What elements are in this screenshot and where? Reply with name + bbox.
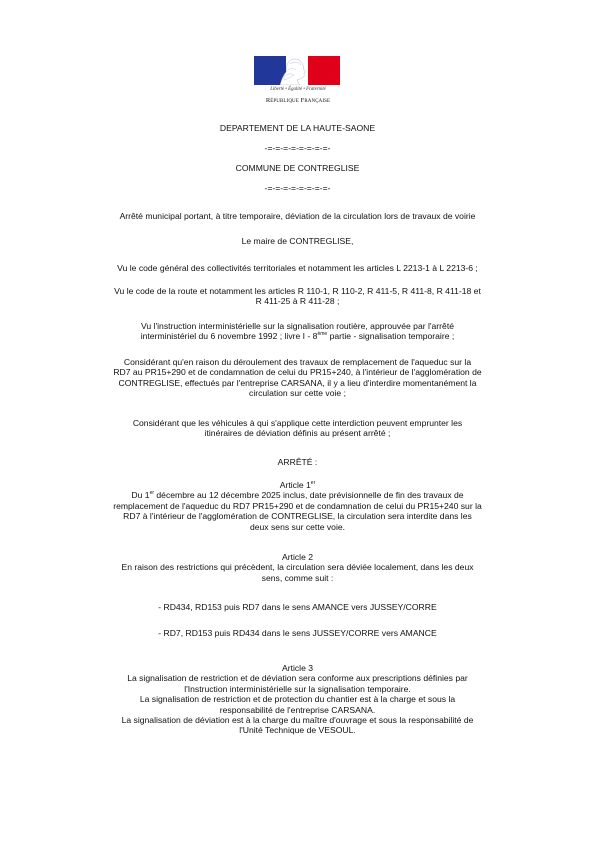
- republic-motto: Liberté • Égalité • Fraternité: [270, 87, 326, 92]
- vu-code-route-line: R 411-25 à R 411-28 ;: [255, 296, 340, 307]
- ordinal-suffix: er: [149, 490, 155, 497]
- commune-heading: COMMUNE DE CONTREGLISE: [235, 163, 360, 173]
- article-2: [70, 552, 525, 583]
- vu-instruction-line: Vu l'instruction interministérielle sur la signalisation routière, approuvée par l'arrêté: [141, 321, 454, 331]
- vu-code-route-line: Vu le code de la route et notamment les articles R 110-1, R 110-2, R 411-5, R 411-8, R 411-18 et: [114, 286, 481, 296]
- vu-cgct: Vu le code général des collectivités territoriales et notamment les articles L 2213-1 à L 2213-6 ;: [117, 263, 478, 273]
- arrete-heading: ARRÊTÉ :: [277, 457, 318, 467]
- separator: -=-=-=-=-=-=-=-=-: [264, 183, 331, 193]
- article-line: sens, comme suit :: [261, 572, 334, 583]
- article-text: Du 1: [131, 490, 150, 501]
- republic-name: République Française: [265, 97, 331, 104]
- article-line: En raison des restrictions qui précèdent, la circulation sera déviée localement, dans les deux: [121, 562, 474, 573]
- article-3: [70, 663, 525, 736]
- article-title: Article 3: [281, 663, 314, 673]
- article-line: remplacement de l'aqueduc du RD7 PR15+290 et de condamnation de celui du PR15+240 sur la: [113, 500, 482, 511]
- vu-instruction-text: interministériel du 6 novembre 1992 ; livre I - 8: [140, 331, 318, 342]
- considerant-line: Considérant qu'en raison du déroulement des travaux de remplacement de l'aqueduc sur la: [123, 357, 472, 367]
- vu-code-route: [70, 286, 525, 307]
- considerant-line: CONTREGLISE, effectués par l'entreprise CARSANA, il y a lieu d'interdire momentanément la: [118, 377, 477, 388]
- article-line: La signalisation de déviation est à la charge du maître d'ouvrage et sous la responsabilité de: [121, 715, 474, 726]
- vu-instruction-text: partie - signalisation temporaire ;: [327, 331, 455, 342]
- separator: -=-=-=-=-=-=-=-=-: [264, 143, 331, 153]
- deviation-route-1: - RD434, RD153 puis RD7 dans le sens AMANCE vers JUSSEY/CORRE: [158, 602, 437, 612]
- article-text: décembre au 12 décembre 2025 inclus, date prévisionnelle de fin des travaux de: [154, 490, 464, 501]
- considerant-travaux: [70, 357, 525, 399]
- article-title: Article 2: [281, 552, 314, 562]
- article-line: l'Instruction interministérielle sur la signalisation temporaire.: [184, 683, 411, 694]
- maire-line: Le maire de CONTREGLISE,: [241, 236, 354, 246]
- ordinal-suffix: ème: [317, 331, 328, 338]
- article-line: RD7 à l'intérieur de l'agglomération de CONTREGLISE, la circulation sera interdite dans les: [123, 511, 472, 522]
- departement-heading: DEPARTEMENT DE LA HAUTE-SAONE: [219, 123, 376, 133]
- marianne-flag-icon: [254, 56, 340, 85]
- deviation-route-2: - RD7, RD153 puis RD434 dans le sens JUSSEY/CORRE vers AMANCE: [158, 628, 437, 638]
- considerant-deviation: [70, 418, 525, 439]
- article-line: La signalisation de restriction et de protection du chantier est à la charge et sous la: [139, 694, 456, 705]
- marianne-logo: [251, 56, 345, 110]
- considerant-line: Considérant que les véhicules à qui s'applique cette interdiction peuvent emprunter les: [132, 418, 463, 428]
- article-1: [70, 480, 525, 532]
- article-title-text: Article 1: [279, 480, 311, 490]
- arrete-title: Arrêté municipal portant, à titre temporaire, déviation de la circulation lors de travaux de voirie: [119, 211, 476, 221]
- article-line: La signalisation de restriction et de déviation sera conforme aux prescriptions définies par: [127, 673, 468, 684]
- article-line: deux sens sur cette voie.: [249, 521, 346, 532]
- considerant-line: itinéraires de déviation définis au présent arrêté ;: [204, 428, 391, 439]
- article-title: [70, 480, 525, 490]
- considerant-line: RD7 au PR15+290 et de condamnation de celui du PR15+240, à l'intérieur de l'agglomération de: [113, 367, 482, 378]
- considerant-line: circulation sur cette voie ;: [249, 388, 346, 399]
- article-line: [70, 490, 525, 500]
- ordinal-suffix: er: [310, 480, 316, 487]
- article-line: l'Unité Technique de VESOUL.: [239, 725, 356, 736]
- vu-instruction-line: [70, 331, 525, 341]
- article-line: responsabilité de l'entreprise CARSANA.: [219, 704, 376, 715]
- vu-instruction: [70, 321, 525, 342]
